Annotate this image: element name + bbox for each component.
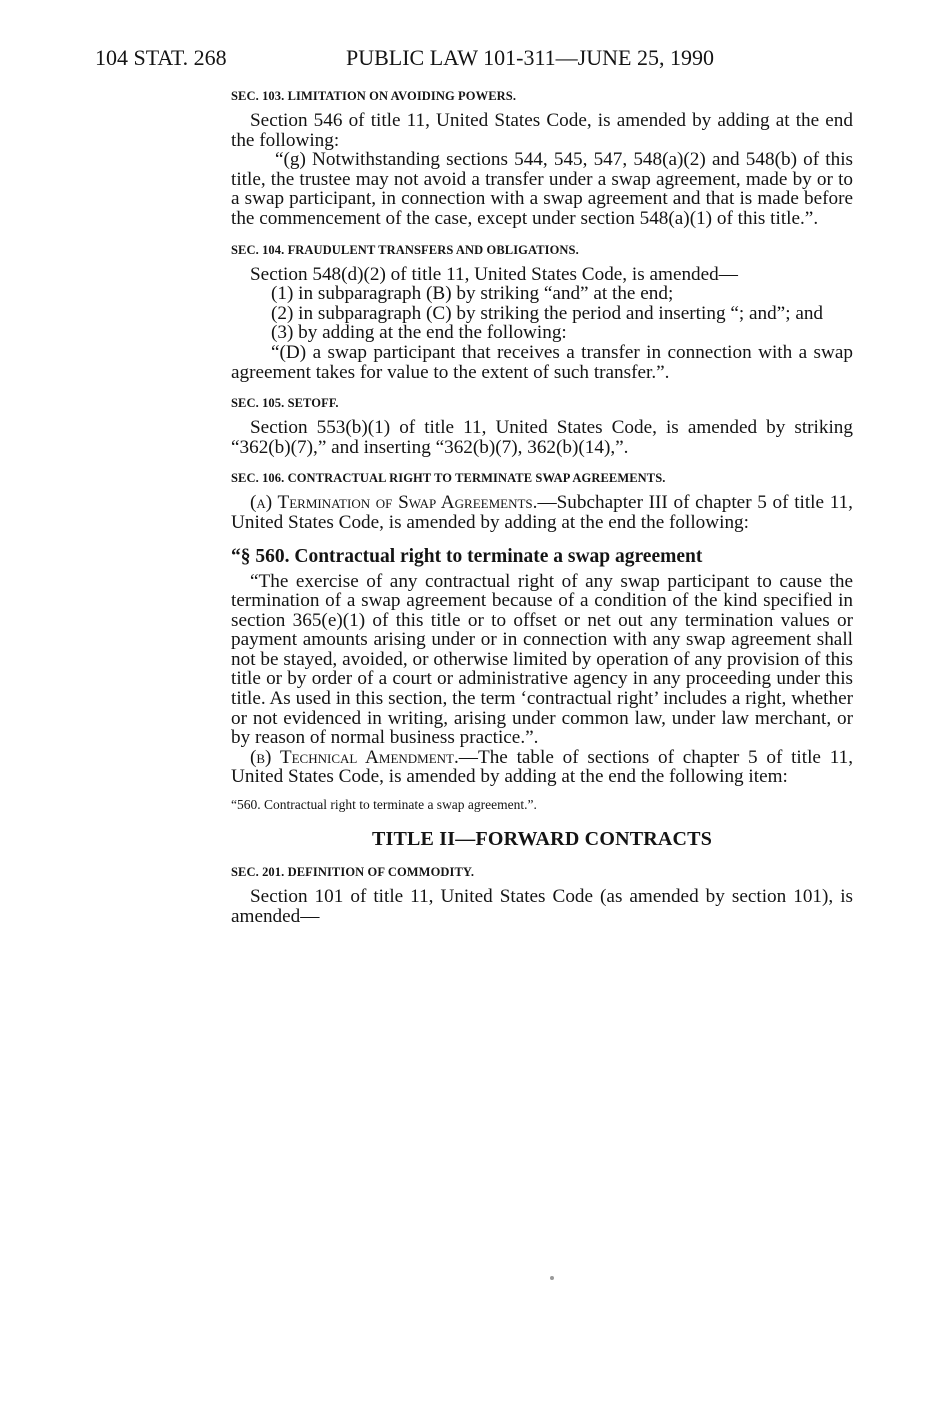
- title-ii-heading: TITLE II—FORWARD CONTRACTS: [371, 828, 713, 851]
- sec-104-item-1: (1) in subparagraph (B) by striking “and” at the end;: [271, 283, 674, 305]
- statute-page-number: 104 STAT. 268: [95, 45, 227, 70]
- sec-104-intro: Section 548(d)(2) of title 11, United States Code, is amended—: [250, 263, 738, 285]
- sec-104-item-3: (3) by adding at the end the following:: [271, 322, 567, 344]
- sec-106-b-label: (b) Technical Amendment.: [250, 746, 459, 768]
- sec-106-subsection-b: [231, 748, 853, 787]
- sec-103-quote: “(g) Notwithstanding sections 544, 545, 547, 548(a)(2) and 548(b) of this title, the trustee may not avoid a transfer under a swap agreement, made by or to a swap participant, in connection with a swap agreement and that is made before the commencement of the case, except under section 548(a)(1) of this title.”.: [231, 149, 853, 229]
- running-head: PUBLIC LAW 101-311—JUNE 25, 1990: [346, 45, 714, 70]
- section-560-text: “The exercise of any contractual right of any swap participant to cause the termination of a swap agreement because of a condition of the kind specified in section 365(e)(1) of this title or to offset or net out any termination values or payment amounts arising under or in connection with any swap agreement shall not be stayed, avoided, or otherwise limited by operation of any provision of this title or by order of a court or administrative agency in any proceeding under this title. As used in this section, the term ‘contractual right’ includes a right, whether or not evidenced in writing, arising under common law, under law merchant, or by reason of normal business practice.”.: [231, 570, 853, 749]
- sec-104-quote: “(D) a swap participant that receives a transfer in connection with a swap agreement takes for value to the extent of such transfer.”.: [231, 341, 853, 383]
- body-column: [231, 88, 853, 926]
- section-560-heading: “§ 560. Contractual right to terminate a swap agreement: [231, 545, 703, 567]
- sec-104-heading: SEC. 104. FRAUDULENT TRANSFERS AND OBLIGATIONS.: [231, 242, 579, 257]
- sec-106-b-text: —The table of sections of chapter 5 of title 11, United States Code, is amended by adding at the end the following item:: [231, 746, 853, 788]
- sec-105-heading: SEC. 105. SETOFF.: [231, 396, 339, 411]
- sec-106-a-text: —Subchapter III of chapter 5 of title 11, United States Code, is amended by adding at the end the following:: [231, 492, 853, 533]
- sec-106-heading: SEC. 106. CONTRACTUAL RIGHT TO TERMINATE SWAP AGREEMENTS.: [231, 471, 666, 486]
- sec-201-heading: SEC. 201. DEFINITION OF COMMODITY.: [231, 865, 475, 880]
- sec-106-a-label: (a) Termination of Swap Agreements.: [250, 492, 538, 514]
- sec-105-text: Section 553(b)(1) of title 11, United States Code, is amended by striking “362(b)(7),” and inserting “362(b)(7), 362(b)(14),”.: [231, 417, 853, 458]
- table-of-sections-item: “560. Contractual right to terminate a swap agreement.”.: [231, 797, 537, 813]
- sec-106-subsection-a: [231, 493, 853, 532]
- sec-201-text: Section 101 of title 11, United States Code (as amended by section 101), is amended—: [231, 886, 853, 927]
- sec-103-intro: Section 546 of title 11, United States Code, is amended by adding at the end the following:: [231, 110, 853, 151]
- scan-speck: [550, 1276, 554, 1280]
- sec-103-heading: SEC. 103. LIMITATION ON AVOIDING POWERS.: [231, 89, 517, 103]
- sec-104-item-2: (2) in subparagraph (C) by striking the period and inserting “; and”; and: [271, 302, 824, 324]
